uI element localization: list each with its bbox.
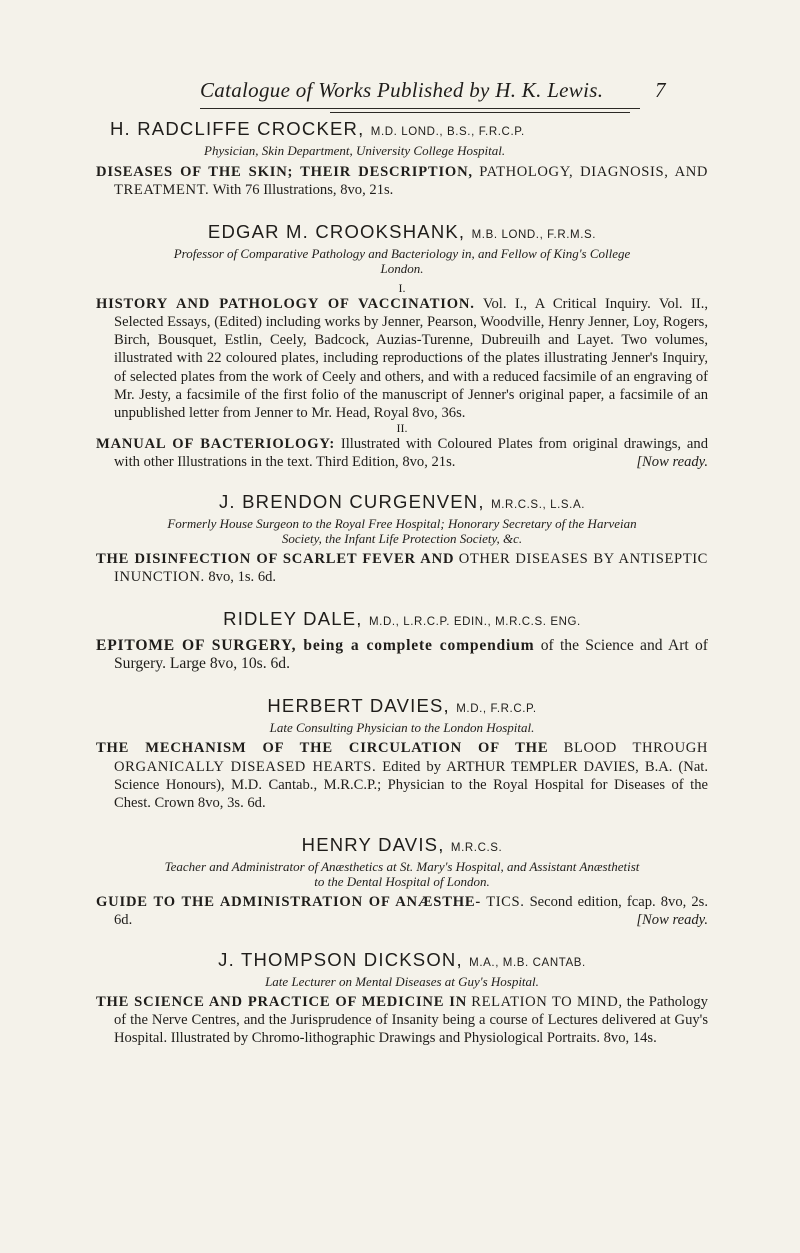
author-name — [96, 949, 708, 974]
book-entry — [96, 435, 708, 471]
book-title: DISEASES OF THE SKIN; THEIR DESCRIPTION, — [96, 164, 473, 180]
book-title: THE SCIENCE AND PRACTICE OF MEDICINE IN — [96, 993, 468, 1010]
book-subtitle: OTHER DISEASES BY ANTISEPTIC INUNCTION. — [114, 551, 708, 586]
book-title: THE MECHANISM OF THE CIRCULATION OF THE — [96, 740, 549, 757]
entry-herbert-davies — [96, 695, 708, 811]
author-label: HENRY DAVIS, — [301, 833, 445, 855]
author-name — [96, 221, 708, 246]
author-name — [96, 491, 708, 516]
author-role: Teacher and Administrator of Anæsthetics at St. Mary's Hospital, and Assistant Anæsthetist — [164, 858, 640, 874]
author-degrees: M.D., L.R.C.P. EDIN., M.R.C.S. ENG. — [369, 616, 581, 629]
book-entry — [96, 993, 708, 1047]
author-role-continued: London. — [380, 261, 424, 277]
volume-numeral: II. — [396, 420, 408, 435]
author-role: Late Consulting Physician to the London Hospital. — [269, 720, 535, 736]
entry-crookshank — [96, 221, 708, 471]
author-name — [96, 834, 708, 859]
header-rule — [200, 108, 640, 109]
author-role: Professor of Comparative Pathology and Bacteriology in, and Fellow of King's College — [173, 246, 631, 262]
author-label: H. RADCLIFFE CROCKER, — [110, 118, 365, 139]
author-label: J. THOMPSON DICKSON, — [218, 948, 463, 970]
entry-dickson — [96, 949, 708, 1047]
book-entry — [96, 163, 708, 199]
book-details: Second edition, fcap. 8vo, 2s. 6d. — [114, 893, 708, 928]
book-subtitle: PATHOLOGY, DIAGNOSIS, AND TREATMENT. — [114, 164, 708, 199]
author-label: EDGAR M. CROOKSHANK, — [207, 221, 466, 243]
book-title: EPITOME OF SURGERY, being a complete compendium — [96, 637, 535, 655]
book-subtitle: BLOOD THROUGH ORGANICALLY DISEASED HEARTS. — [114, 740, 708, 775]
author-degrees: M.D. LOND., B.S., F.R.C.P. — [370, 126, 525, 138]
entry-curgenven — [96, 491, 708, 586]
volume-numeral: I. — [398, 281, 406, 296]
author-name — [96, 118, 708, 143]
author-role: Late Lecturer on Mental Diseases at Guy's Hospital. — [265, 973, 539, 989]
page-number: 7 — [655, 78, 666, 102]
header-rule-secondary — [330, 112, 630, 113]
author-role-continued: Society, the Infant Life Protection Society, &c. — [281, 531, 523, 547]
book-entry — [96, 893, 708, 929]
book-details: the Pathology of the Nerve Centres, and the Jurisprudence of Insanity being a course of Lectures delivered at Guy's Hospital. Illustrated by Chromo-lithographic Drawings and Physiological Portraits. 8vo, 14s. — [114, 993, 708, 1047]
book-details: Vol. I., A Critical Inquiry. Vol. II., Selected Essays, (Edited) including works by Jenner, Pearson, Woodville, Henry Jenner, Loy, Rogers, Birch, Bousquet, Estlin, Ceely, Badcock, Auzias-Turenne, Dubreuilh and Layet. Two volumes, illustrated with 22 coloured plates, including reproductions of the plates illustrating Jenner's Inquiry, of selected plates from the work of Ceely and others, and with a reduced facsimile of an engraving of Mr. Jesty, a facsimile of the first folio of the manuscript of Jenner's original paper, a facsimile of an unpublished letter from Jenner to Mr. Head, Royal 8vo, 36s. — [114, 296, 708, 421]
book-details: Illustrated with Coloured Plates from original drawings, and with other Illustrations in the text. Third Edition, 8vo, 21s. — [114, 435, 708, 470]
book-entry — [96, 295, 708, 422]
book-details: With 76 Illustrations, 8vo, 21s. — [212, 182, 394, 199]
author-degrees: M.A., M.B. CANTAB. — [469, 956, 586, 969]
author-degrees: M.R.C.S., L.S.A. — [491, 499, 586, 512]
book-title: GUIDE TO THE ADMINISTRATION OF ANÆSTHE- — [96, 893, 482, 910]
book-entry — [96, 637, 708, 673]
book-entry — [96, 739, 708, 811]
book-subtitle: TICS. — [486, 893, 525, 910]
book-details: Edited by ARTHUR TEMPLER DAVIES, B.A. (Nat. Science Honours), M.D. Cantab., M.R.C.P.; Physician to the Royal Hospital for Diseases of the Chest. Crown 8vo, 3s. 6d. — [114, 758, 708, 811]
book-title: HISTORY AND PATHOLOGY OF VACCINATION. — [96, 296, 475, 313]
book-details: of the Science and Art of Surgery. Large 8vo, 10s. 6d. — [114, 637, 708, 673]
author-label: HERBERT DAVIES, — [267, 695, 450, 717]
author-degrees: M.D., F.R.C.P. — [456, 703, 537, 716]
book-title: MANUAL OF BACTERIOLOGY: — [96, 435, 336, 452]
entry-dale — [96, 608, 708, 673]
catalogue-entries — [96, 118, 708, 1047]
author-name — [96, 695, 708, 720]
author-label: RIDLEY DALE, — [223, 608, 363, 630]
entry-crocker — [96, 118, 708, 199]
author-role-continued: to the Dental Hospital of London. — [314, 873, 490, 889]
entry-henry-davis — [96, 834, 708, 929]
book-subtitle: RELATION TO MIND, — [471, 993, 623, 1010]
author-degrees: M.B. LOND., F.R.M.S. — [471, 229, 597, 242]
book-title: THE DISINFECTION OF SCARLET FEVER AND — [96, 551, 455, 568]
running-title: Catalogue of Works Published by H. K. Lewis. — [200, 78, 604, 102]
author-label: J. BRENDON CURGENVEN, — [218, 491, 485, 513]
author-name — [96, 608, 708, 633]
author-role: Formerly House Surgeon to the Royal Free Hospital; Honorary Secretary of the Harveian — [167, 516, 637, 532]
status-note: [Now ready. — [636, 911, 708, 928]
author-degrees: M.R.C.S. — [450, 841, 503, 854]
status-note: [Now ready. — [636, 453, 708, 470]
author-role: Physician, Skin Department, University College Hospital. — [204, 143, 506, 158]
book-entry — [96, 550, 708, 586]
book-details: 8vo, 1s. 6d. — [208, 569, 277, 586]
